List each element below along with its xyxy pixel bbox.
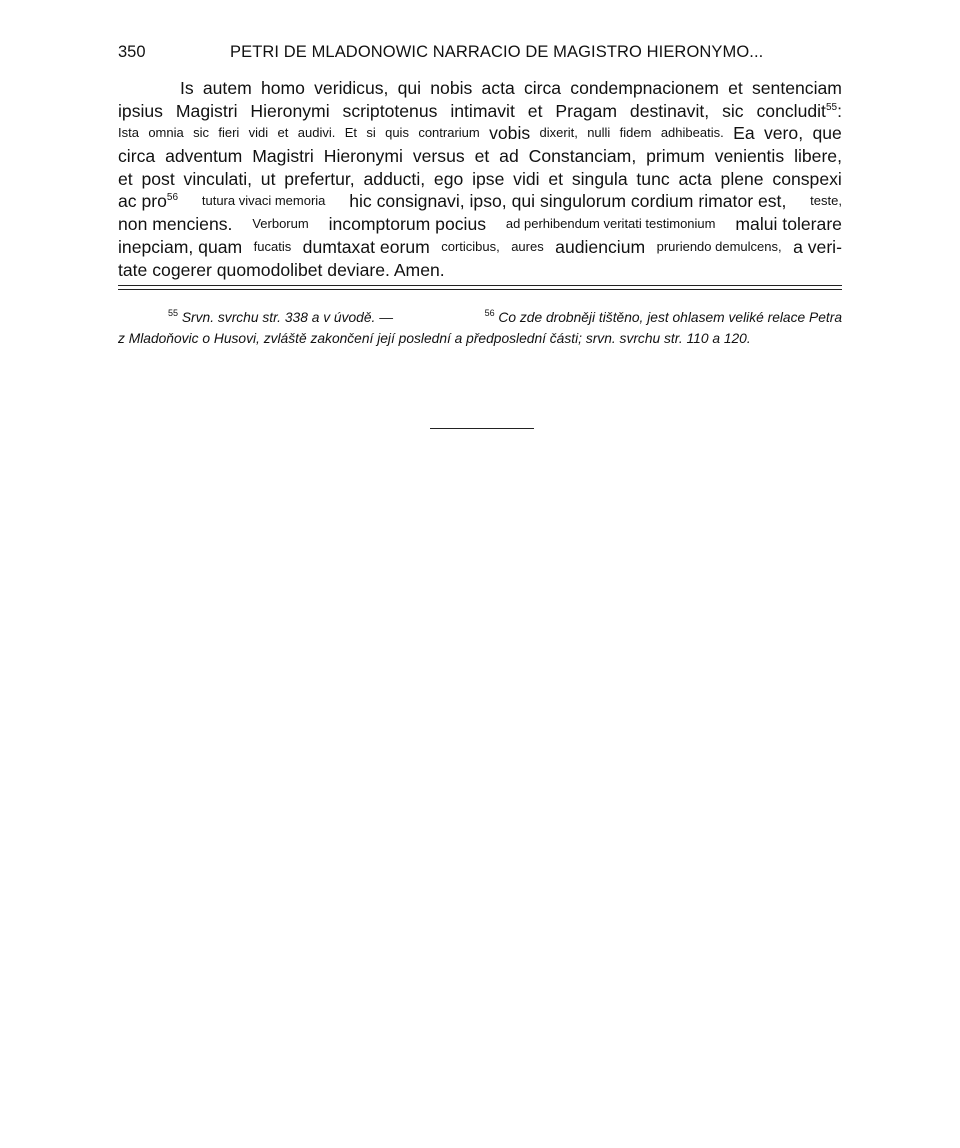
text-line: [118, 77, 842, 100]
word: nobis: [430, 78, 473, 98]
word: et: [527, 100, 543, 121]
word: homo: [260, 78, 305, 98]
word: sentenciam: [751, 78, 842, 98]
text-segment: hic consignavi, ipso, qui singulorum cordium rimator est,: [349, 191, 787, 212]
text-segment: incomptorum pocius: [328, 214, 487, 235]
footnote-line: [118, 307, 842, 328]
main-paragraph: [118, 77, 842, 281]
small-word: contrarium: [418, 125, 480, 141]
word: Hieronymi: [323, 146, 403, 167]
word: circa: [118, 146, 156, 167]
small-word: et: [277, 125, 289, 141]
word: libere,: [794, 146, 842, 167]
word: Ea: [733, 123, 755, 144]
word: et: [118, 168, 133, 189]
word: ipse: [472, 168, 505, 189]
text-line: [118, 213, 842, 236]
word: vobis: [489, 123, 531, 144]
word: et: [474, 146, 490, 167]
footnote-line: [118, 328, 842, 349]
text-line: [118, 100, 842, 123]
word: Is: [180, 78, 194, 98]
word: Constanciam,: [528, 146, 637, 167]
word: tunc: [636, 168, 670, 189]
word: conspexi: [772, 168, 842, 189]
word: adducti,: [363, 168, 426, 189]
footnote-separator-rule: [118, 289, 842, 290]
word: intimavit: [450, 100, 515, 121]
small-word: omnia: [148, 125, 184, 141]
word: destinavit,: [629, 100, 710, 121]
word: Magistri: [252, 146, 314, 167]
text-segment: a veri-: [793, 236, 842, 257]
footnote-55: $^{55}$ Srvn. svrchu str. 338 a v úvodě. —: [168, 308, 393, 325]
end-rule: [430, 428, 534, 429]
text-line: [118, 190, 842, 213]
word: qui: [397, 78, 422, 98]
small-text: tutura vivaci memoria: [201, 193, 326, 209]
word: venientis: [714, 146, 785, 167]
footnotes: [118, 307, 842, 349]
small-text: pruriendo demulcens,: [656, 238, 782, 254]
text-segment: non menciens.: [118, 214, 233, 235]
small-word: si: [366, 125, 376, 141]
small-word: Et: [344, 125, 357, 141]
word: Magistri: [175, 100, 238, 121]
small-text: corticibus,: [441, 238, 500, 254]
word: circa: [523, 78, 562, 98]
word: prefertur,: [284, 168, 355, 189]
word: acta: [481, 78, 515, 98]
small-text: fucatis: [253, 238, 292, 254]
text-segment: dumtaxat eorum: [302, 236, 430, 257]
word: Pragam: [555, 100, 617, 121]
word: Hieronymi: [250, 100, 330, 121]
footnote-56-continued: z Mladoňovic o Husovi, zvláště zakončení její poslední a předposlední části; srvn. svrchu str. 110 a 120.: [118, 331, 751, 346]
small-word: quis: [385, 125, 409, 141]
word-with-footnote-ref: concludit55:: [756, 100, 842, 121]
footnote-marker: 56: [484, 308, 495, 318]
small-word: nulli: [587, 125, 611, 141]
small-word: Ista: [118, 125, 139, 141]
word: ego: [433, 168, 464, 189]
text-segment: audiencium: [555, 236, 646, 257]
small-word: fidem: [619, 125, 652, 141]
word: scriptotenus: [342, 100, 438, 121]
word: post: [141, 168, 175, 189]
word: sic: [722, 100, 744, 121]
text-segment: malui tolerare: [735, 214, 842, 235]
word: autem: [202, 78, 252, 98]
word: plene: [720, 168, 764, 189]
word: ad: [499, 146, 519, 167]
small-word: audivi.: [297, 125, 336, 141]
small-word: vidi: [248, 125, 269, 141]
word: veridicus,: [314, 78, 389, 98]
running-title: PETRI DE MLADONOWIC NARRACIO DE MAGISTRO HIERONYMO...: [230, 43, 764, 61]
footnote-marker: 55: [168, 308, 179, 318]
text-line: [118, 122, 842, 145]
text-line: [118, 236, 842, 259]
word: singula: [571, 168, 628, 189]
word: concludit: [756, 100, 826, 121]
small-word: adhibeatis.: [660, 125, 724, 141]
word: condempnacionem: [570, 78, 719, 98]
small-word: fieri: [218, 125, 240, 141]
text-line: [118, 145, 842, 168]
word: vero,: [763, 123, 804, 144]
text-line: [118, 259, 842, 282]
punctuation: :: [837, 100, 842, 121]
word: vinculati,: [183, 168, 252, 189]
word: acta: [678, 168, 712, 189]
word: vidi: [513, 168, 540, 189]
small-text: Verborum: [252, 216, 309, 232]
word: ipsius: [118, 100, 163, 121]
text-segment: tate cogerer quomodolibet deviare. Amen.: [118, 259, 445, 280]
word: et: [728, 78, 743, 98]
footnote-56: $^{56}$ Co zde drobněji tištěno, jest ohlasem veliké relace Petra: [484, 308, 842, 325]
small-text: aures: [511, 238, 544, 254]
text-segment: ac pro56: [118, 191, 179, 212]
footnote-separator-rule: [118, 285, 842, 286]
word: que: [812, 123, 842, 144]
page-number: 350: [118, 43, 146, 61]
small-word: sic: [193, 125, 209, 141]
small-word: dixerit,: [539, 125, 578, 141]
word: primum: [646, 146, 705, 167]
text-line: [118, 168, 842, 191]
word: et: [548, 168, 564, 189]
word: ut: [260, 168, 276, 189]
word: adventum: [165, 146, 243, 167]
small-text: ad perhibendum veritati testimonium: [505, 216, 716, 232]
word: versus: [412, 146, 465, 167]
small-text: teste,: [810, 193, 842, 209]
text-segment: inepciam, quam: [118, 236, 243, 257]
